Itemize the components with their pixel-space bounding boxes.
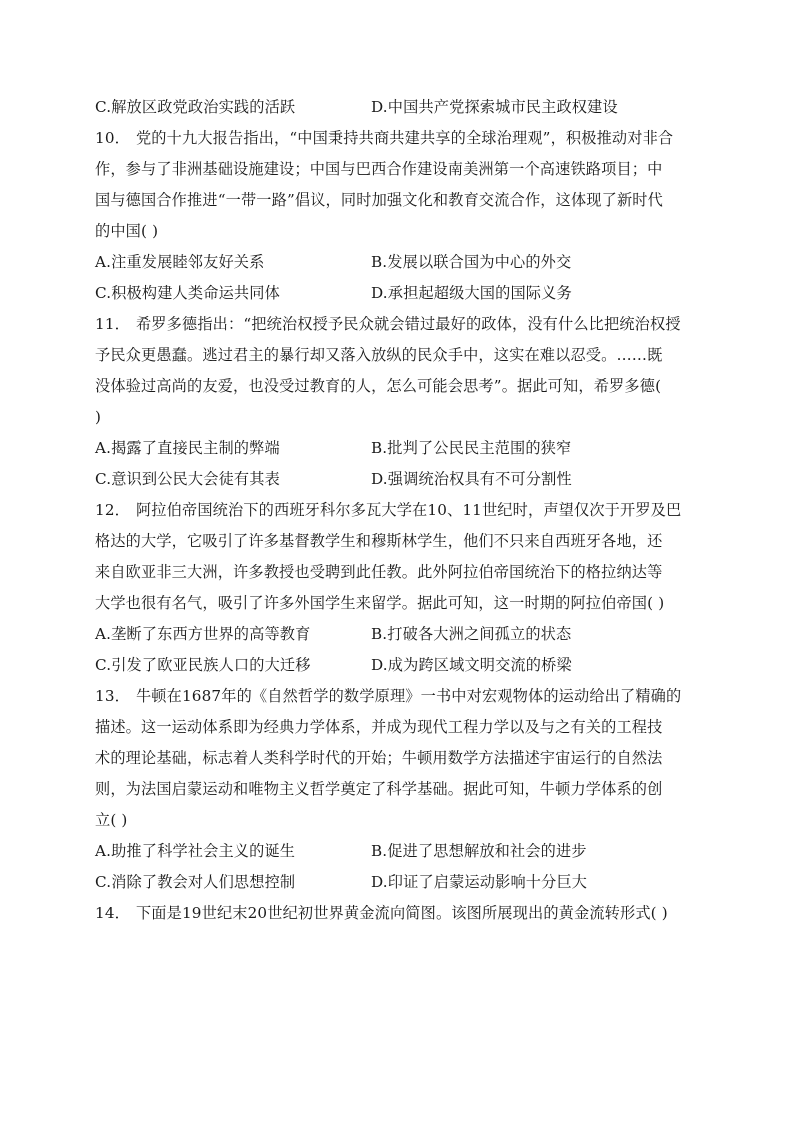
q12-option-c: C.引发了欧亚民族人口的大迁移 bbox=[95, 656, 311, 674]
q12-stem-line-2: 格达的大学，它吸引了许多基督教学生和穆斯林学生，他们不只来自西班牙各地，还 bbox=[95, 532, 663, 550]
q12-option-a: A.垄断了东西方世界的高等教育 bbox=[95, 625, 311, 643]
q11-options-cd bbox=[95, 464, 700, 495]
q10-stem-line-1: 10． 党的十九大报告指出，“中国秉持共商共建共享的全球治理观”，积极推动对非合 bbox=[95, 129, 674, 147]
q12-stem-line-1: 12． 阿拉伯帝国统治下的西班牙科尔多瓦大学在10、11世纪时，声望仅次于开罗及巴 bbox=[95, 501, 682, 519]
q13-number: 13． bbox=[95, 687, 130, 705]
q11-option-a: A.揭露了直接民主制的弊端 bbox=[95, 439, 280, 457]
q11-option-b: B.批判了公民民主范围的狭窄 bbox=[371, 439, 572, 457]
q13-stem-line-5: 立( ) bbox=[95, 811, 128, 829]
q11-stem-line-3: 没体验过高尚的友爱，也没受过教育的人，怎么可能会思考”。据此可知，希罗多德( bbox=[95, 377, 662, 395]
q12-stem-line-4: 大学也很有名气，吸引了许多外国学生来留学。据此可知，这一时期的阿拉伯帝国( ) bbox=[95, 594, 665, 612]
q11-stem-line-4: ) bbox=[95, 408, 102, 426]
q10-option-d: D.承担起超级大国的国际义务 bbox=[371, 284, 572, 302]
q12-option-d: D.成为跨区域文明交流的桥梁 bbox=[371, 656, 572, 674]
q10-option-c: C.积极构建人类命运共同体 bbox=[95, 284, 280, 302]
q11-stem-line-1: 11． 希罗多德指出：“把统治权授予民众就会错过最好的政体，没有什么比把统治权授 bbox=[95, 315, 681, 333]
q12-options-cd bbox=[95, 650, 700, 681]
q13-stem-line-3: 术的理论基础，标志着人类科学时代的开始；牛顿用数学方法描述宇宙运行的自然法 bbox=[95, 749, 663, 767]
q13-stem-line-2: 描述。这一运动体系即为经典力学体系，并成为现代工程力学以及与之有关的工程技 bbox=[95, 718, 663, 736]
q11-options-ab bbox=[95, 433, 700, 464]
q10-options-cd bbox=[95, 278, 700, 309]
q9-options-cd bbox=[95, 92, 700, 123]
q12-stem-line-3: 来自欧亚非三大洲，许多教授也受聘到此任教。此外阿拉伯帝国统治下的格拉纳达等 bbox=[95, 563, 663, 581]
q10-options-ab bbox=[95, 247, 700, 278]
q13-option-d: D.印证了启蒙运动影响十分巨大 bbox=[371, 873, 588, 891]
q13-stem-line-1: 13． 牛顿在1687年的《自然哲学的数学原理》一书中对宏观物体的运动给出了精确的 bbox=[95, 687, 682, 705]
q13-options-ab bbox=[95, 836, 700, 867]
q9-option-c: C.解放区政党政治实践的活跃 bbox=[95, 98, 296, 116]
q11-option-c: C.意识到公民大会徒有其表 bbox=[95, 470, 280, 488]
q9-option-d: D.中国共产党探索城市民主政权建设 bbox=[371, 98, 618, 116]
q11-number: 11． bbox=[95, 315, 130, 333]
q10-stem-line-2: 作，参与了非洲基础设施建设；中国与巴西合作建设南美洲第一个高速铁路项目；中 bbox=[95, 160, 663, 178]
q13-option-b: B.促进了思想解放和社会的进步 bbox=[371, 842, 587, 860]
q13-option-a: A.助推了科学社会主义的诞生 bbox=[95, 842, 296, 860]
q10-option-b: B.发展以联合国为中心的外交 bbox=[371, 253, 572, 271]
q12-number: 12． bbox=[95, 501, 130, 519]
q10-number: 10． bbox=[95, 129, 130, 147]
q13-stem-line-4: 则，为法国启蒙运动和唯物主义哲学奠定了科学基础。据此可知，牛顿力学体系的创 bbox=[95, 780, 663, 798]
q11-stem-line-2: 予民众更愚蠢。逃过君主的暴行却又落入放纵的民众手中，这实在难以忍受。……既 bbox=[95, 346, 663, 364]
q14-number: 14． bbox=[95, 904, 130, 922]
q12-options-ab bbox=[95, 619, 700, 650]
q14-stem-line-1: 14． 下面是19世纪末20世纪初世界黄金流向简图。该图所展现出的黄金流转形式( ) bbox=[95, 904, 668, 922]
q10-option-a: A.注重发展睦邻友好关系 bbox=[95, 253, 265, 271]
exam-page bbox=[95, 92, 700, 929]
q12-option-b: B.打破各大洲之间孤立的状态 bbox=[371, 625, 572, 643]
q10-stem-line-4: 的中国( ) bbox=[95, 222, 159, 240]
q10-stem-line-3: 国与德国合作推进“一带一路”倡议，同时加强文化和教育交流合作，这体现了新时代 bbox=[95, 191, 663, 209]
q13-options-cd bbox=[95, 867, 700, 898]
q13-option-c: C.消除了教会对人们思想控制 bbox=[95, 873, 296, 891]
q11-option-d: D.强调统治权具有不可分割性 bbox=[371, 470, 572, 488]
